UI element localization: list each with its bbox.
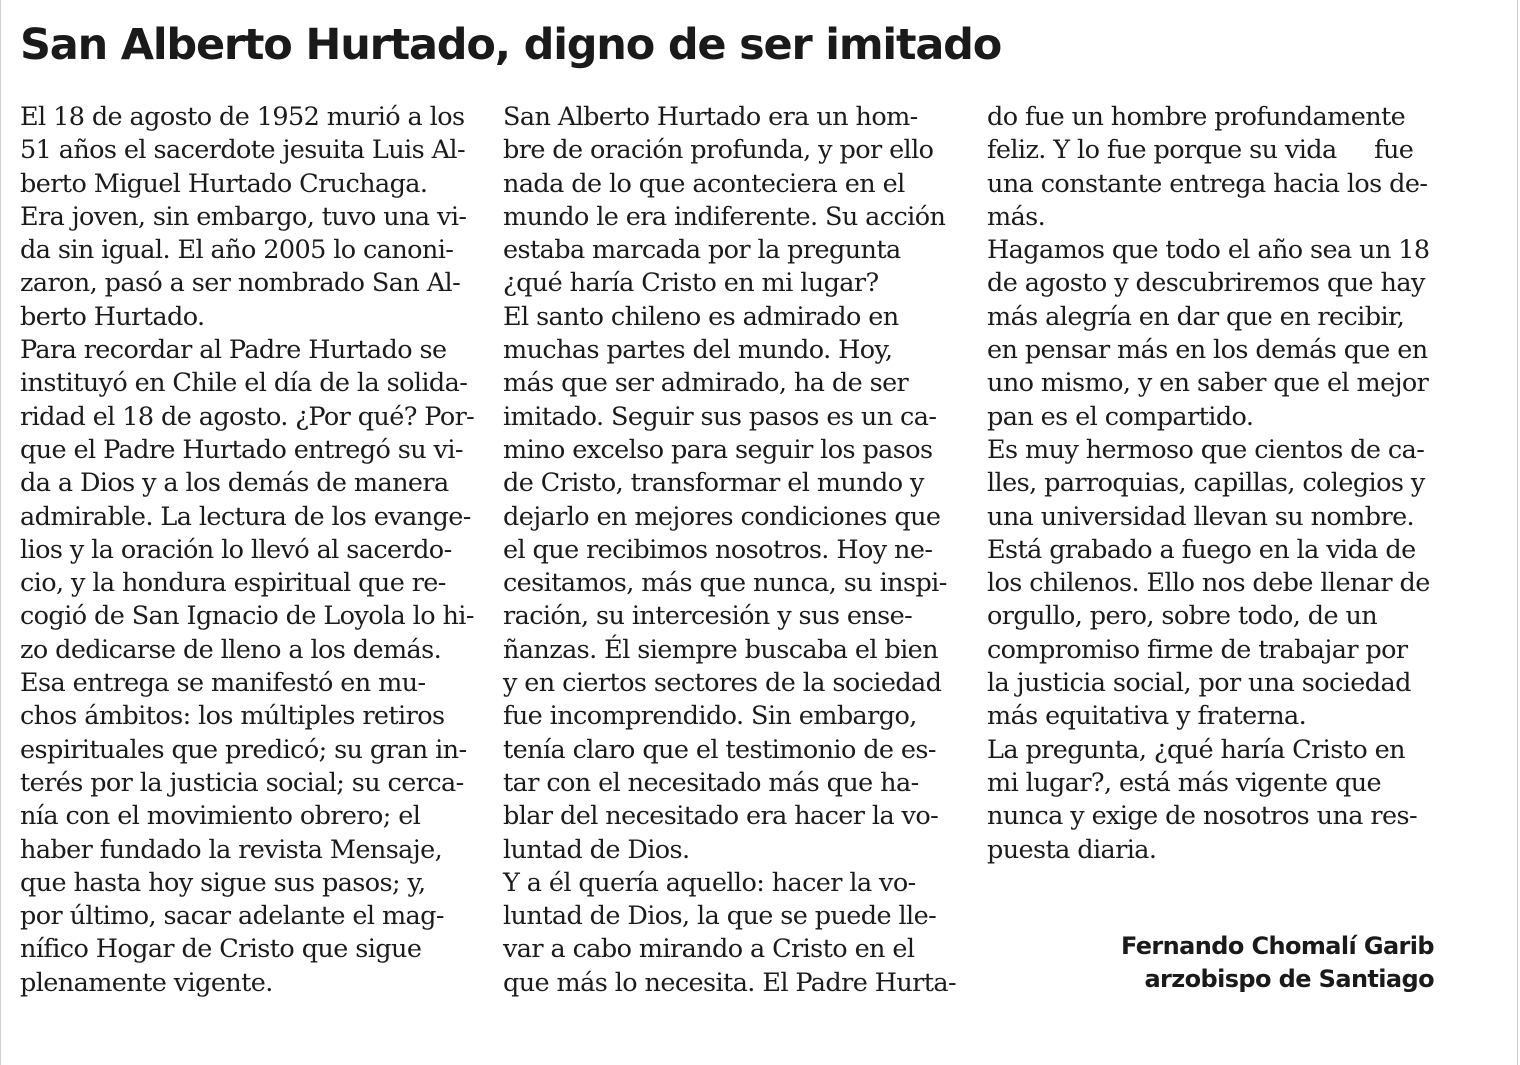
text-line: cesitamos, más que nunca, su inspi- (503, 568, 947, 599)
text-line: San Alberto Hurtado era un hom- (503, 102, 918, 132)
text-line: lios y la oración lo llevó al sacerdo- (20, 534, 452, 565)
text-line: mi lugar?, está más vigente que (987, 767, 1382, 798)
text-line: 51 años el sacerdote jesuita Luis Al- (20, 135, 465, 166)
text-line: plenamente vigente. (20, 967, 273, 998)
text-line: estaba marcada por la pregunta (503, 235, 901, 266)
text-line: de agosto y descubriremos que hay (987, 268, 1425, 299)
text-line: var a cabo mirando a Cristo en el (503, 934, 915, 965)
text-line: más alegría en dar que en recibir, (987, 301, 1405, 332)
text-line: una universidad llevan su nombre. (987, 501, 1415, 532)
text-line: blar del necesitado era hacer la vo- (503, 801, 939, 832)
text-line: y en ciertos sectores de la sociedad (503, 668, 942, 699)
text-line: bre de oración profunda, y por ello (503, 135, 934, 166)
text-line: nífico Hogar de Cristo que sigue (20, 934, 422, 965)
left-edge-line (0, 0, 1, 1065)
text-line: que más lo necesita. El Padre Hurta- (503, 967, 957, 998)
text-line: berto Miguel Hurtado Cruchaga. (20, 168, 428, 199)
article-headline: San Alberto Hurtado, digno de ser imitado (20, 20, 1002, 70)
text-line: mino excelso para seguir los pasos (503, 434, 933, 465)
text-line: lles, parroquias, capillas, colegios y (987, 468, 1425, 499)
text-line: muchas partes del mundo. Hoy, (503, 335, 893, 366)
text-line: Esa entrega se manifestó en mu- (20, 668, 426, 699)
text-line: El 18 de agosto de 1952 murió a los (20, 102, 465, 132)
text-line: más que ser admirado, ha de ser (503, 368, 909, 399)
text-line: ¿qué haría Cristo en mi lugar? (503, 268, 879, 299)
right-edge-line (1517, 0, 1518, 1065)
article-column-3 (987, 101, 1447, 867)
text-line: mundo le era indiferente. Su acción (503, 201, 946, 232)
text-line: Para recordar al Padre Hurtado se (20, 335, 447, 366)
text-line: tar con el necesitado más que ha- (503, 767, 919, 798)
text-line: puesta diaria. (987, 834, 1157, 865)
text-line: tenía claro que el testimonio de es- (503, 734, 936, 765)
article-column-2 (503, 101, 963, 1000)
text-line: da sin igual. El año 2005 lo canoni- (20, 235, 454, 266)
text-line: cogió de San Ignacio de Loyola lo hi- (20, 601, 474, 632)
text-line: zo dedicarse de lleno a los demás. (20, 634, 442, 665)
text-line: La pregunta, ¿qué haría Cristo en (987, 734, 1405, 765)
text-line: por último, sacar adelante el mag- (20, 901, 444, 932)
text-line: ridad el 18 de agosto. ¿Por qué? Por- (20, 401, 475, 432)
author-signature (1121, 930, 1434, 996)
author-name: Fernando Chomalí Garib (1120, 932, 1434, 960)
text-line: terés por la justicia social; su cerca- (20, 767, 464, 798)
text-line: más equitativa y fraterna. (987, 701, 1307, 732)
text-line: El santo chileno es admirado en (503, 301, 899, 332)
text-line: cio, y la hondura espiritual que re- (20, 568, 446, 599)
text-line: berto Hurtado. (20, 301, 205, 332)
text-line: la justicia social, por una sociedad (987, 668, 1411, 699)
text-line: do fue un hombre profundamente (987, 102, 1406, 132)
text-line: Y a él quería aquello: hacer la vo- (503, 867, 916, 898)
text-line: haber fundado la revista Mensaje, (20, 834, 443, 865)
text-line: nada de lo que aconteciera en el (503, 168, 905, 199)
text-line: nía con el movimiento obrero; el (20, 801, 421, 832)
text-line: admirable. La lectura de los evange- (20, 501, 471, 532)
text-line: que hasta hoy sigue sus pasos; y, (20, 867, 426, 898)
text-line: espirituales que predicó; su gran in- (20, 734, 467, 765)
text-line: dejarlo en mejores condiciones que (503, 501, 941, 532)
text-line: luntad de Dios, la que se puede lle- (503, 901, 937, 932)
text-line: Hagamos que todo el año sea un 18 (987, 235, 1430, 266)
text-line: pan es el compartido. (987, 401, 1254, 432)
text-line: feliz. Y lo fue porque su vida fue (987, 135, 1414, 166)
text-line: que el Padre Hurtado entregó su vi- (20, 434, 463, 465)
text-line: ración, su intercesión y sus ense- (503, 601, 913, 632)
text-line: da a Dios y a los demás de manera (20, 468, 449, 499)
text-line: uno mismo, y en saber que el mejor (987, 368, 1429, 399)
text-line: Era joven, sin embargo, tuvo una vi- (20, 201, 467, 232)
text-line: imitado. Seguir sus pasos es un ca- (503, 401, 937, 432)
text-line: una constante entrega hacia los de- (987, 168, 1428, 199)
text-line: zaron, pasó a ser nombrado San Al- (20, 268, 461, 299)
text-line: el que recibimos nosotros. Hoy ne- (503, 534, 933, 565)
text-line: orgullo, pero, sobre todo, de un (987, 601, 1378, 632)
article-column-1 (20, 101, 480, 1000)
text-line: instituyó en Chile el día de la solida- (20, 368, 468, 399)
text-line: más. (987, 201, 1046, 232)
text-line: de Cristo, transformar el mundo y (503, 468, 924, 499)
text-line: ñanzas. Él siempre buscaba el bien (503, 634, 938, 665)
text-line: chos ámbitos: los múltiples retiros (20, 701, 445, 732)
text-line: compromiso firme de trabajar por (987, 634, 1408, 665)
text-line: fue incomprendido. Sin embargo, (503, 701, 917, 732)
text-line: luntad de Dios. (503, 834, 690, 865)
author-role: arzobispo de Santiago (1144, 965, 1434, 993)
text-line: Está grabado a fuego en la vida de (987, 534, 1416, 565)
text-line: los chilenos. Ello nos debe llenar de (987, 568, 1430, 599)
text-line: Es muy hermoso que cientos de ca- (987, 434, 1425, 465)
text-line: nunca y exige de nosotros una res- (987, 801, 1417, 832)
text-line: en pensar más en los demás que en (987, 335, 1428, 366)
